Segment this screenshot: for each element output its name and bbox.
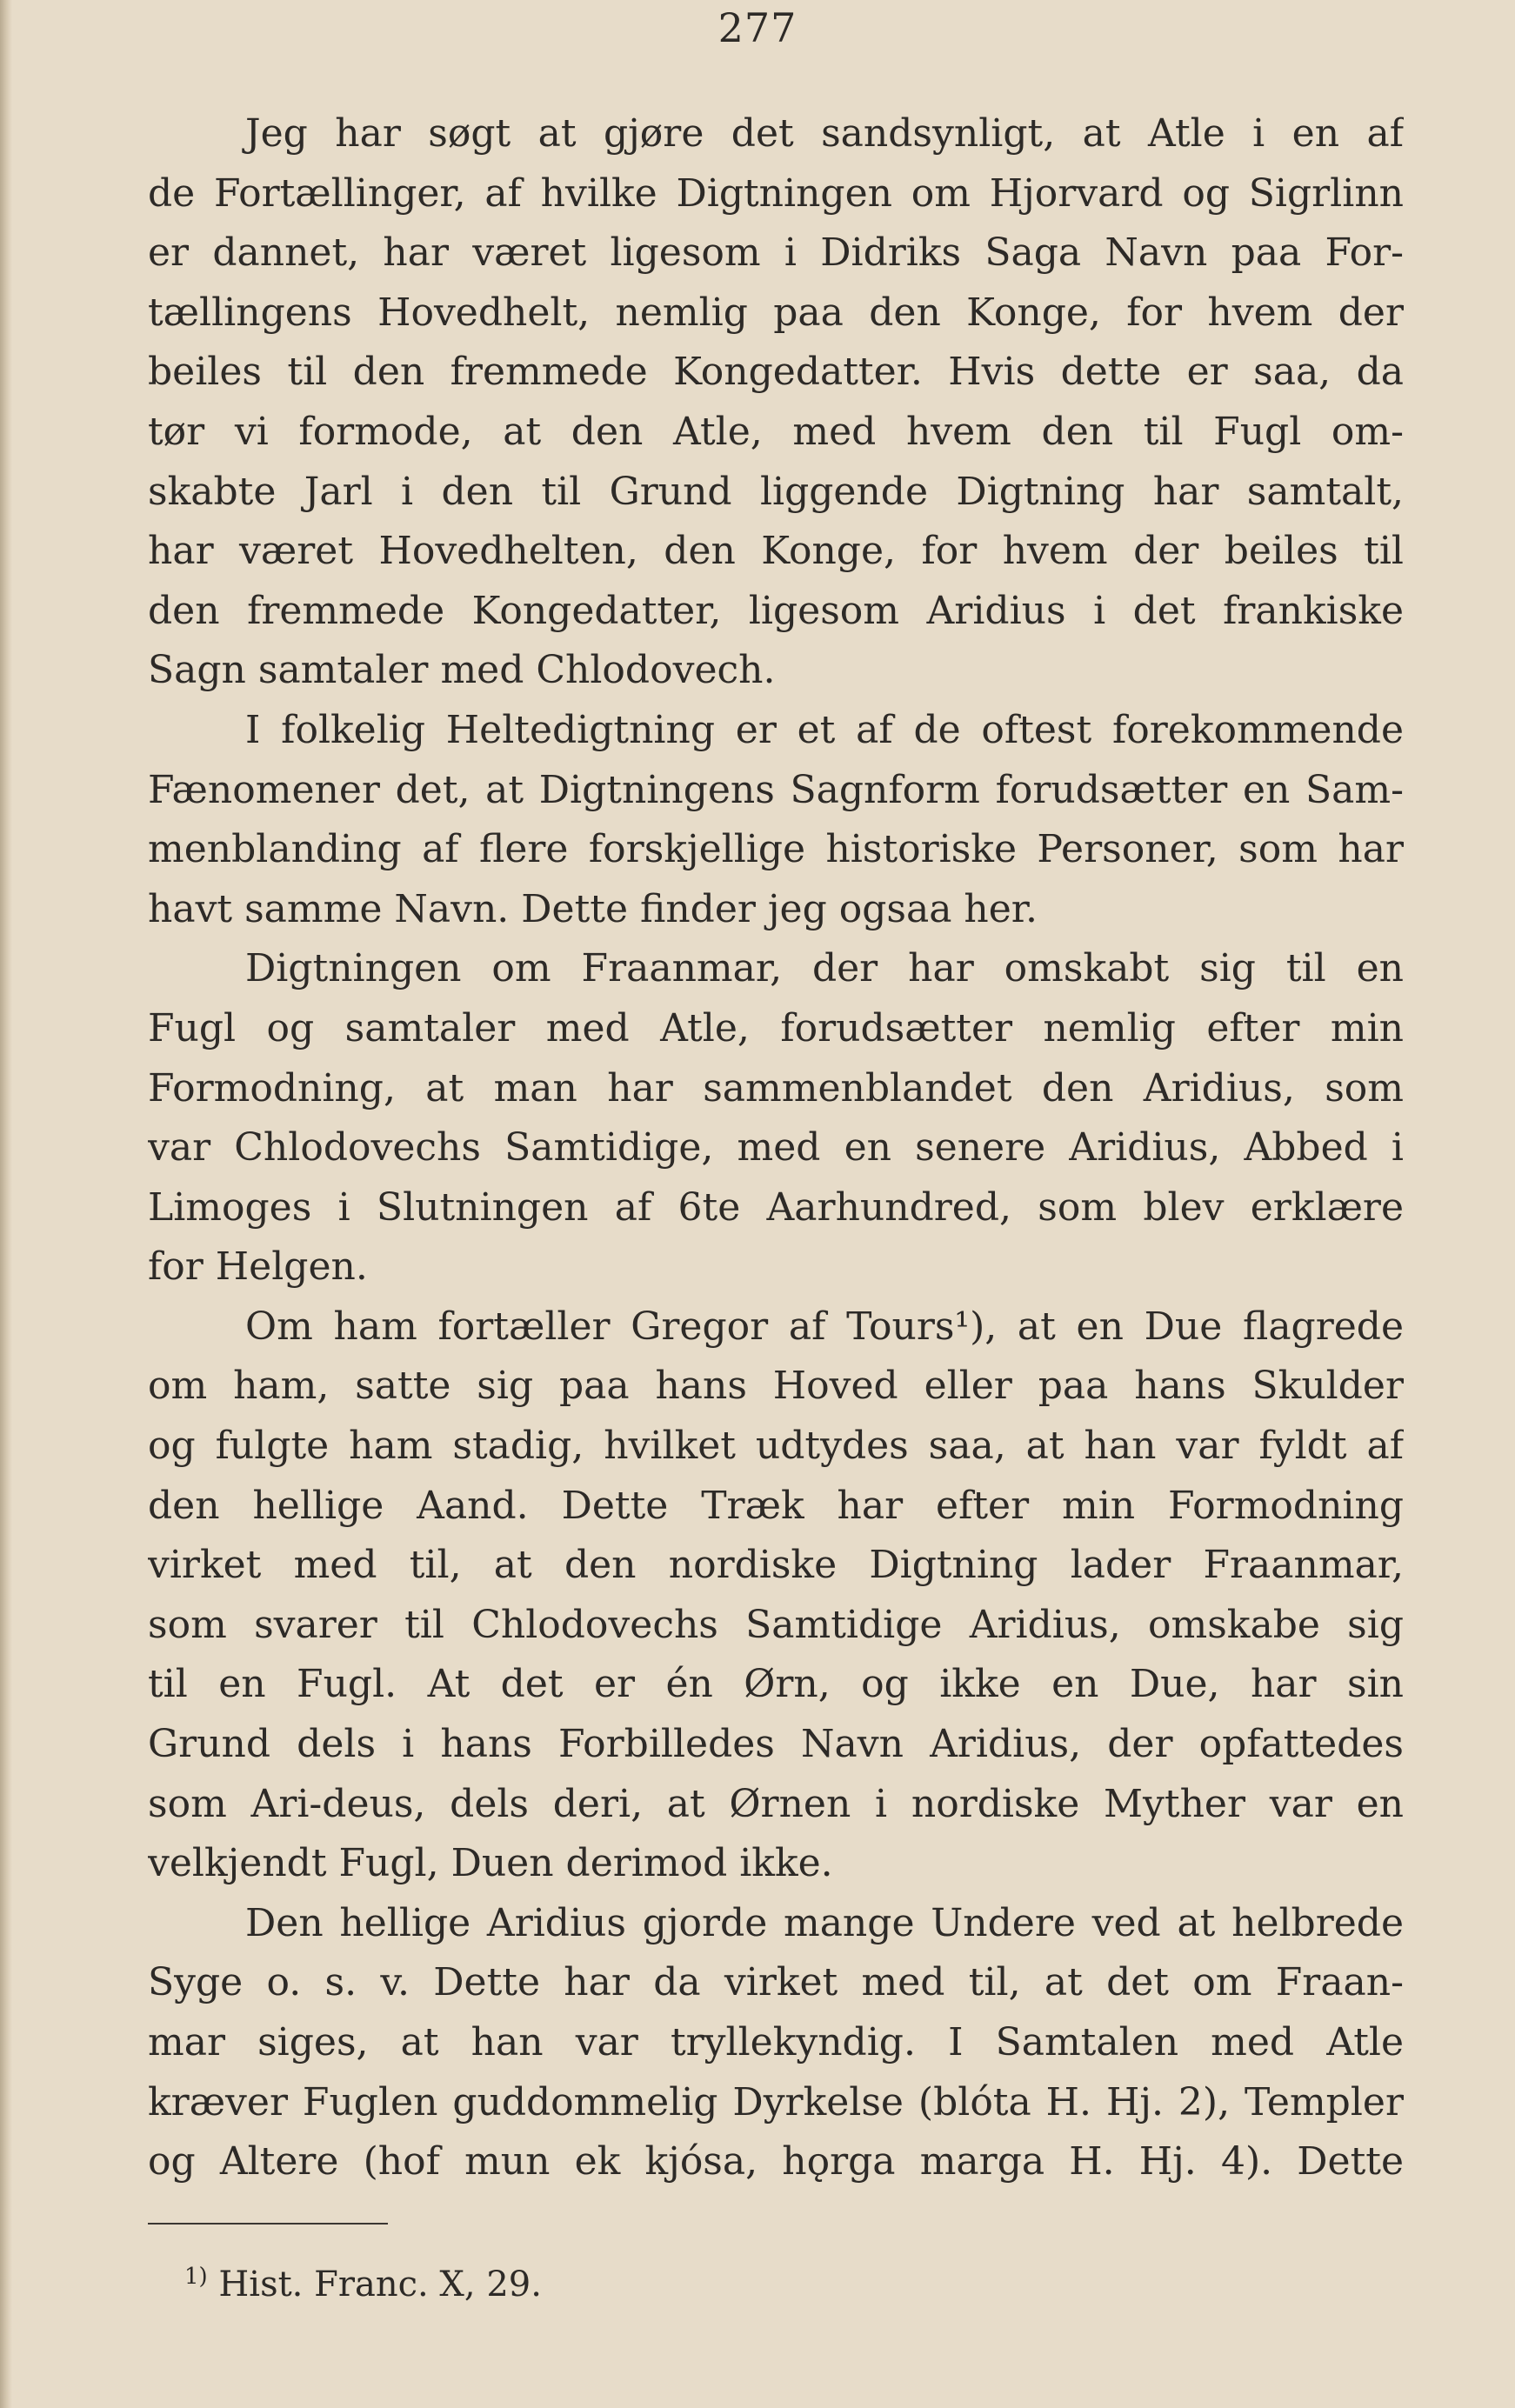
text-line: den fremmede Kongedatter, ligesom Aridius i det frankiske	[148, 588, 1404, 633]
text-line: tællingens Hovedhelt, nemlig paa den Konge, for hvem der	[148, 290, 1404, 335]
footnote-marker: 1)	[184, 2264, 208, 2290]
footnote-text: Hist. Franc. X, 29.	[218, 2265, 542, 2305]
text-line: for Helgen.	[148, 1244, 368, 1290]
text-line: beiles til den fremmede Kongedatter. Hvis dette er saa, da	[148, 350, 1404, 395]
text-line: er dannet, har været ligesom i Didriks Saga Navn paa For-	[148, 230, 1404, 276]
text-line: menblanding af flere forskjellige historiske Personer, som har	[148, 827, 1404, 872]
footnote	[184, 2252, 542, 2309]
text-line: Formodning, at man har sammenblandet den Aridius, som	[148, 1065, 1404, 1111]
body-text	[148, 104, 1404, 2192]
text-line: den hellige Aand. Dette Træk har efter min Formodning	[148, 1483, 1404, 1528]
text-line: som Ari-deus, dels deri, at Ørnen i nordiske Myther var en	[148, 1781, 1404, 1826]
text-line: Limoges i Slutningen af 6te Aarhundred, som blev erklære	[148, 1184, 1404, 1230]
text-line: Jeg har søgt at gjøre det sandsynligt, at Atle i en af	[245, 111, 1404, 156]
text-line: virket med til, at den nordiske Digtning lader Fraanmar,	[148, 1543, 1404, 1588]
text-line: velkjendt Fugl, Duen derimod ikke.	[148, 1841, 833, 1886]
text-line: Sagn samtaler med Chlodovech.	[148, 648, 776, 693]
text-line: Fugl og samtaler med Atle, forudsætter nemlig efter min	[148, 1005, 1404, 1051]
text-line: om ham, satte sig paa hans Hoved eller paa hans Skulder	[148, 1364, 1404, 1409]
text-line: Om ham fortæller Gregor af Tours¹), at en Due flagrede	[245, 1304, 1404, 1349]
page-number: 277	[717, 4, 798, 51]
text-line: og Altere (hof mun ek kjósa, hǫrga marga H. Hj. 4). Dette	[148, 2139, 1404, 2185]
footnote-rule	[148, 2223, 388, 2225]
text-line: mar siges, at han var tryllekyndig. I Samtalen med Atle	[148, 2020, 1404, 2064]
page-edge-shadow	[0, 0, 12, 2408]
text-line: skabte Jarl i den til Grund liggende Digtning har samtalt,	[148, 469, 1404, 514]
text-line: Grund dels i hans Forbilledes Navn Aridius, der opfattedes	[148, 1722, 1404, 1767]
text-line: Den hellige Aridius gjorde mange Undere ved at helbrede	[245, 1900, 1404, 1945]
text-line: tør vi formode, at den Atle, med hvem den til Fugl om-	[148, 409, 1404, 454]
text-line: og fulgte ham stadig, hvilket udtydes saa, at han var fyldt af	[148, 1424, 1404, 1469]
text-line: havt samme Navn. Dette finder jeg ogsaa her.	[148, 886, 1038, 931]
text-line: I folkelig Heltedigtning er et af de oftest forekommende	[245, 707, 1404, 752]
text-line: de Fortællinger, af hvilke Digtningen om Hjorvard og Sigrlinn	[148, 170, 1404, 216]
text-line: til en Fugl. At det er én Ørn, og ikke en Due, har sin	[148, 1662, 1404, 1707]
text-line: har været Hovedhelten, den Konge, for hvem der beiles til	[148, 529, 1404, 574]
text-line: Digtningen om Fraanmar, der har omskabt sig til en	[245, 946, 1404, 991]
text-line: var Chlodovechs Samtidige, med en senere Aridius, Abbed i	[148, 1125, 1404, 1171]
text-line: Syge o. s. v. Dette har da virket med til, at det om Fraan-	[148, 1960, 1404, 2005]
text-line: kræver Fuglen guddommelig Dyrkelse (blóta H. Hj. 2), Templer	[148, 2079, 1404, 2125]
text-line: som svarer til Chlodovechs Samtidige Aridius, omskabe sig	[148, 1602, 1404, 1647]
text-line: Fænomener det, at Digtningens Sagnform forudsætter en Sam-	[148, 767, 1404, 812]
